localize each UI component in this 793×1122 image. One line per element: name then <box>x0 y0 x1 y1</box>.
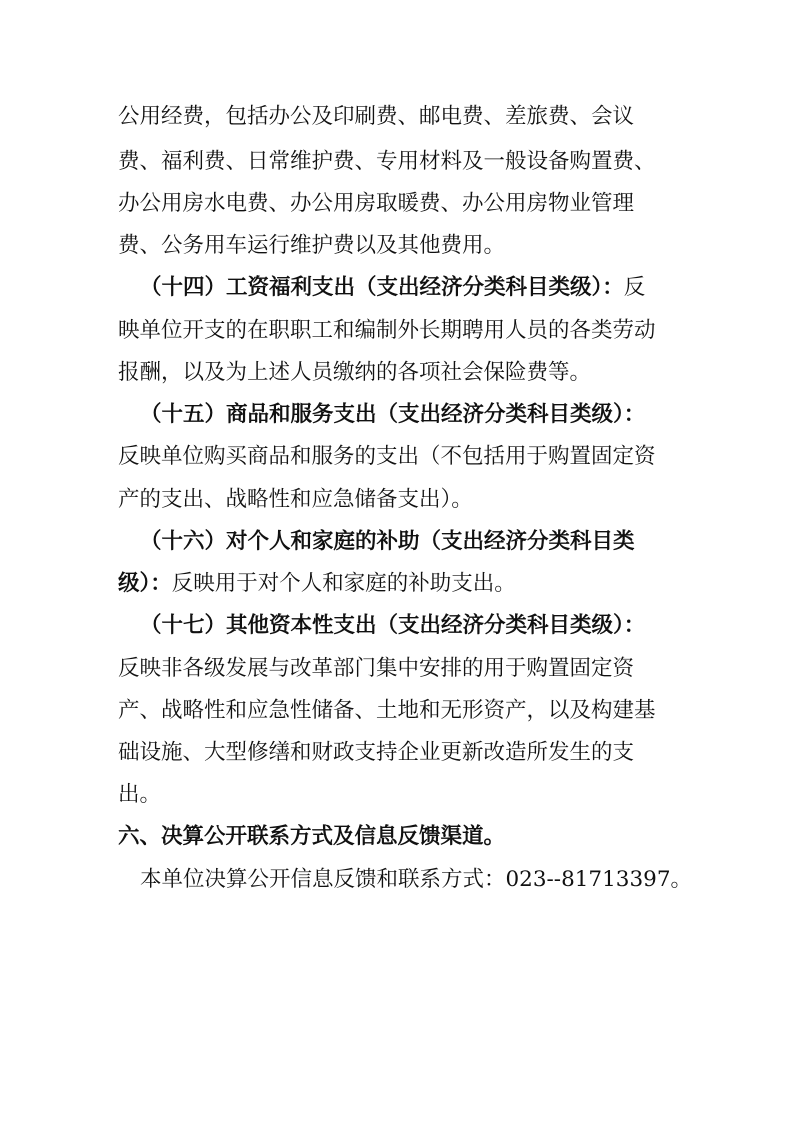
paragraph-line: 公用经费，包括办公及印刷费、邮电费、差旅费、会议 <box>118 104 635 129</box>
section-6-heading: 六、决算公开联系方式及信息反馈渠道。 <box>118 824 506 849</box>
item-16-heading: （十六）对个人和家庭的补助（支出经济分类科目类 <box>140 529 635 554</box>
paragraph-line: 费、公务用车运行维护费以及其他费用。 <box>118 233 506 258</box>
item-16-heading-cont: 级）： <box>118 571 172 596</box>
paragraph-line: 反映单位购买商品和服务的支出（不包括用于购置固定资 <box>118 444 656 469</box>
contact-line: 本单位决算公开信息反馈和联系方式：023--81713397。 <box>140 867 692 892</box>
paragraph-line: 产、战略性和应急性储备、土地和无形资产，以及构建基 <box>118 698 656 723</box>
item-16-second-line <box>118 570 516 598</box>
item-14-first-line <box>140 274 645 302</box>
paragraph-line: 映单位开支的在职职工和编制外长期聘用人员的各类劳动 <box>118 318 656 343</box>
paragraph-line: 报酬，以及为上述人员缴纳的各项社会保险费等。 <box>118 360 592 385</box>
item-14-heading: （十四）工资福利支出（支出经济分类科目类级）： <box>140 275 624 300</box>
paragraph-line: 反映非各级发展与改革部门集中安排的用于购置固定资 <box>118 656 635 681</box>
paragraph-line: 费、福利费、日常维护费、专用材料及一般设备购置费、 <box>118 149 656 174</box>
item-16-text: 反映用于对个人和家庭的补助支出。 <box>171 571 516 596</box>
paragraph-line: 础设施、大型修缮和财政支持企业更新改造所发生的支 <box>118 740 635 765</box>
item-15-heading: （十五）商品和服务支出（支出经济分类科目类级）： <box>140 402 646 427</box>
item-14-text: 反 <box>623 275 646 300</box>
item-17-heading: （十七）其他资本性支出（支出经济分类科目类级）： <box>140 613 646 638</box>
paragraph-line: 产的支出、战略性和应急储备支出）。 <box>118 487 473 512</box>
paragraph-line: 出。 <box>118 782 162 807</box>
paragraph-line: 办公用房水电费、办公用房取暖费、办公用房物业管理 <box>118 191 635 216</box>
